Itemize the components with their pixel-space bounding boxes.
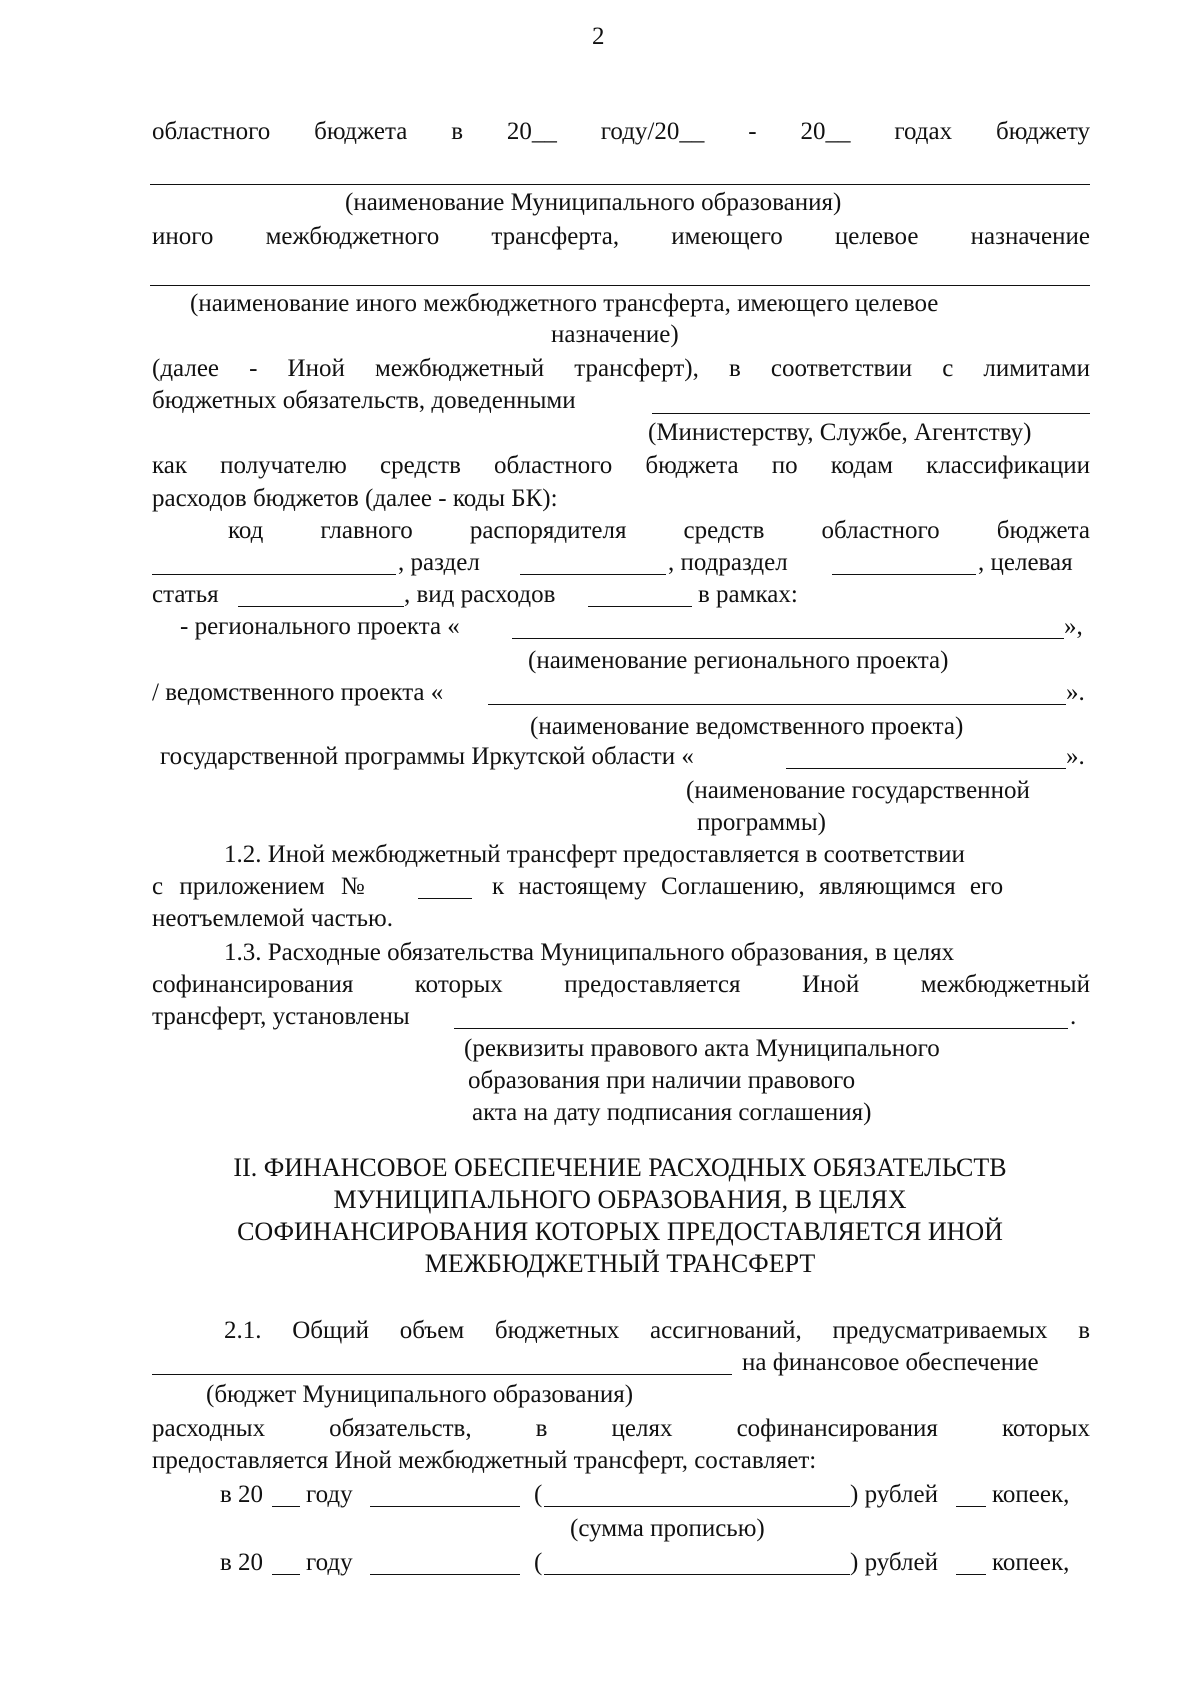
- caption-program-2: программы): [697, 809, 826, 836]
- blank-mo-budget[interactable]: [152, 1374, 732, 1375]
- word: целях: [611, 1415, 673, 1442]
- word: код: [228, 517, 264, 544]
- caption-departmental: (наименование ведомственного проекта): [530, 713, 964, 740]
- label-regional-end: »,: [1064, 613, 1083, 640]
- caption-transfer-2: назначение): [551, 321, 679, 348]
- paren-open: (: [534, 1549, 543, 1576]
- blank-amount-words[interactable]: [544, 1574, 850, 1575]
- word: Иной: [801, 971, 860, 998]
- blank-year[interactable]: [272, 1506, 300, 1507]
- blank-legal-act[interactable]: [454, 1028, 1068, 1029]
- word: обязательств,: [329, 1415, 472, 1442]
- word: областного: [821, 517, 940, 544]
- word: в: [451, 118, 464, 145]
- blank-appendix-number[interactable]: [418, 898, 472, 899]
- caption-mo: (наименование Муниципального образования): [345, 189, 842, 216]
- caption-ministry: (Министерству, Службе, Агентству): [648, 419, 1032, 446]
- word: которых: [414, 971, 503, 998]
- word: софинансирования: [736, 1415, 938, 1442]
- caption-act-1: (реквизиты правового акта Муниципального: [464, 1035, 940, 1062]
- label-vid: , вид расходов: [404, 581, 556, 608]
- blank-vid[interactable]: [588, 606, 692, 607]
- word: которых: [1002, 1415, 1090, 1442]
- paren-open: (: [534, 1481, 543, 1508]
- rubles-label: ) рублей: [850, 1549, 938, 1576]
- word: софинансирования: [152, 971, 354, 998]
- year-word: году: [306, 1481, 353, 1508]
- blank-year[interactable]: [272, 1574, 300, 1575]
- word: в: [535, 1415, 548, 1442]
- line-6: расходов бюджетов (далее - коды БК):: [152, 485, 558, 512]
- word: бюджета: [314, 118, 408, 145]
- word: распорядителя: [469, 517, 627, 544]
- line-1: [152, 117, 1090, 147]
- word: главного: [320, 517, 413, 544]
- page-number: 2: [592, 23, 605, 50]
- caption-transfer-1: (наименование иного межбюджетного трансферта, имеющего целевое: [190, 290, 939, 317]
- blank-program[interactable]: [786, 768, 1066, 769]
- blank-grbs[interactable]: [152, 574, 396, 575]
- line-4: бюджетных обязательств, доведенными: [152, 387, 576, 414]
- para-1-2-line-3: неотъемлемой частью.: [152, 905, 393, 932]
- blank-amount[interactable]: [370, 1574, 520, 1575]
- caption-budget: (бюджет Муниципального образования): [206, 1381, 634, 1408]
- label-statya: статья: [152, 581, 219, 608]
- para-1-2-rest: к настоящему Соглашению, являющимся его: [492, 873, 1004, 900]
- para-1-3-line-1: 1.3. Расходные обязательства Муниципального образования, в целях: [224, 939, 955, 966]
- word: иного: [152, 223, 214, 250]
- label-departmental-end: ».: [1066, 679, 1085, 706]
- label-podrazdel: , подраздел: [668, 549, 788, 576]
- label-program: государственной программы Иркутской области «: [160, 743, 694, 770]
- para-2-1-line-1: 2.1. Общий объем бюджетных ассигнований, предусматриваемых в: [224, 1317, 1090, 1344]
- year-label: в 20: [220, 1481, 264, 1508]
- word: имеющего: [671, 223, 783, 250]
- para-2-1-line-2: на финансовое обеспечение: [742, 1349, 1039, 1376]
- line-7: [228, 516, 1090, 546]
- section-heading-line-2: МУНИЦИПАЛЬНОГО ОБРАЗОВАНИЯ, В ЦЕЛЯХ: [333, 1185, 907, 1214]
- caption-act-2: образования при наличии правового: [468, 1067, 856, 1094]
- line-3: (далее - Иной межбюджетный трансферт), в соответствии с лимитами: [152, 355, 1090, 382]
- kopeks-label: копеек,: [992, 1481, 1070, 1508]
- word: 20__: [506, 118, 557, 145]
- word: году/20__: [600, 118, 705, 145]
- blank-departmental[interactable]: [488, 704, 1066, 705]
- section-heading-line-1: II. ФИНАНСОВОЕ ОБЕСПЕЧЕНИЕ РАСХОДНЫХ ОБЯЗАТЕЛЬСТВ: [233, 1153, 1007, 1182]
- para-1-3-line-2: [152, 970, 1090, 1000]
- word: бюджету: [996, 118, 1090, 145]
- blank-amount-words[interactable]: [544, 1506, 850, 1507]
- year-label: в 20: [220, 1549, 264, 1576]
- caption-regional: (наименование регионального проекта): [528, 647, 949, 674]
- caption-program-1: (наименование государственной: [686, 777, 1030, 804]
- line-2: [152, 222, 1090, 252]
- year-word: году: [306, 1549, 353, 1576]
- label-regional: - регионального проекта «: [180, 613, 460, 640]
- para-1-3-end: .: [1070, 1003, 1077, 1030]
- label-razdel: , раздел: [398, 549, 480, 576]
- word: целевое: [834, 223, 919, 250]
- word: -: [748, 118, 757, 145]
- word: трансферта,: [491, 223, 620, 250]
- caption-act-3: акта на дату подписания соглашения): [472, 1099, 872, 1126]
- word: предоставляется: [564, 971, 741, 998]
- para-1-3-line-3: трансферт, установлены: [152, 1003, 410, 1030]
- para-2-1-line-3: [152, 1414, 1090, 1444]
- para-1-2-label: с приложением №: [152, 873, 365, 900]
- word: годах: [894, 118, 953, 145]
- section-heading-line-3: СОФИНАНСИРОВАНИЯ КОТОРЫХ ПРЕДОСТАВЛЯЕТСЯ ИНОЙ: [237, 1217, 1003, 1246]
- blank-razdel[interactable]: [520, 574, 666, 575]
- rubles-label: ) рублей: [850, 1481, 938, 1508]
- word: межбюджетного: [265, 223, 440, 250]
- word: средств: [683, 517, 765, 544]
- blank-statya[interactable]: [238, 606, 404, 607]
- word: 20__: [800, 118, 851, 145]
- blank-line-mo[interactable]: [150, 184, 1090, 185]
- label-program-end: ».: [1066, 743, 1085, 770]
- caption-sum: (сумма прописью): [570, 1515, 765, 1542]
- blank-podrazdel[interactable]: [832, 574, 976, 575]
- blank-regional[interactable]: [512, 638, 1064, 639]
- word: назначение: [970, 223, 1090, 250]
- label-departmental: / ведомственного проекта «: [152, 679, 444, 706]
- label-vramkah: в рамках:: [698, 581, 798, 608]
- blank-amount[interactable]: [370, 1506, 520, 1507]
- kopeks-label: копеек,: [992, 1549, 1070, 1576]
- para-2-1-line-4: предоставляется Иной межбюджетный трансферт, составляет:: [152, 1447, 817, 1474]
- para-1-2-line-1: 1.2. Иной межбюджетный трансферт предоставляется в соответствии: [224, 841, 965, 868]
- word: межбюджетный: [920, 971, 1090, 998]
- label-celevaya: , целевая: [978, 549, 1073, 576]
- section-heading-line-4: МЕЖБЮДЖЕТНЫЙ ТРАНСФЕРТ: [424, 1249, 816, 1278]
- word: бюджета: [996, 517, 1090, 544]
- blank-kopeks[interactable]: [956, 1574, 986, 1575]
- blank-line-transfer[interactable]: [150, 285, 1090, 286]
- blank-kopeks[interactable]: [956, 1506, 986, 1507]
- blank-line-ministry[interactable]: [652, 413, 1090, 414]
- word: областного: [152, 118, 271, 145]
- word: расходных: [152, 1415, 266, 1442]
- line-5: как получателю средств областного бюджета по кодам классификации: [152, 452, 1090, 479]
